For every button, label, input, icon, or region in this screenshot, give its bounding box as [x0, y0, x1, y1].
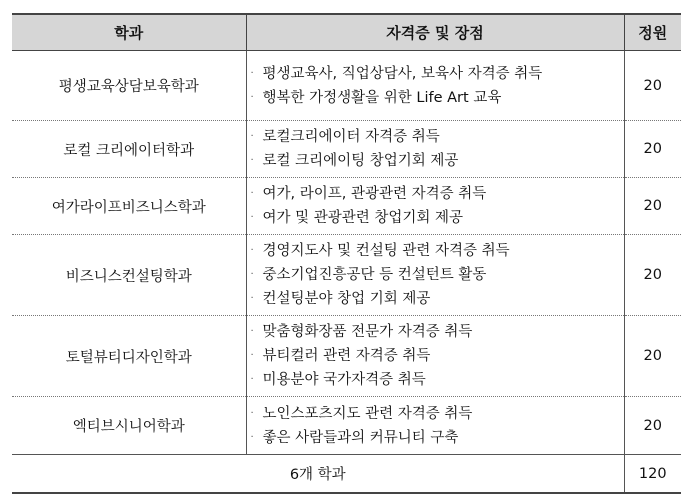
qualification-list — [246, 316, 624, 397]
qualification-text: 뷰티컬러 관련 자격증 취득 — [262, 348, 431, 364]
quota-value: 20 — [624, 121, 681, 178]
bullet-icon: · — [250, 293, 254, 304]
qualification-item — [251, 263, 624, 287]
qualification-list — [246, 397, 624, 455]
bullet-icon: · — [250, 374, 254, 385]
bullet-icon: · — [250, 431, 254, 443]
dept-name: 비즈니스컨설팅학과 — [12, 235, 246, 316]
department-table — [12, 13, 681, 494]
dept-name: 토털뷰티디자인학과 — [12, 316, 246, 397]
qualification-text: 미용분야 국가자격증 취득 — [262, 372, 426, 388]
qualification-text: 맞춤형화장품 전문가 자격증 취득 — [262, 324, 473, 340]
qualification-text: 여가 및 관광관련 창업기회 제공 — [262, 210, 464, 226]
qualification-item — [251, 206, 624, 230]
table-row — [12, 397, 681, 455]
bullet-icon: · — [250, 269, 254, 280]
qualification-item — [251, 368, 624, 392]
qualification-text: 중소기업진흥공단 등 컨설턴트 활동 — [262, 267, 487, 283]
qualification-text: 경영지도사 및 컨설팅 관련 자격증 취득 — [262, 243, 510, 259]
bullet-icon: · — [250, 91, 254, 103]
department-table-container — [12, 13, 681, 494]
table-row — [12, 316, 681, 397]
header-qualifications: 자격증 및 장점 — [246, 14, 624, 51]
quota-value: 20 — [624, 397, 681, 455]
qualification-item — [251, 426, 624, 450]
bullet-icon: · — [250, 245, 254, 256]
header-dept: 학과 — [12, 14, 246, 51]
qualification-text: 컨설팅분야 창업 기회 제공 — [262, 291, 431, 307]
dept-name: 로컬 크리에이터학과 — [12, 121, 246, 178]
bullet-icon: · — [250, 131, 254, 142]
table-row — [12, 121, 681, 178]
qualification-item — [251, 344, 624, 368]
qualification-text: 좋은 사람들과의 커뮤니티 구축 — [262, 429, 459, 446]
qualification-list — [246, 235, 624, 316]
bullet-icon: · — [250, 67, 254, 79]
table-row — [12, 51, 681, 121]
bullet-icon: · — [250, 350, 254, 361]
qualification-item — [251, 86, 624, 110]
table-header-row — [12, 14, 681, 51]
table-body — [12, 51, 681, 494]
qualification-item — [251, 287, 624, 311]
qualification-list — [246, 121, 624, 178]
bullet-icon: · — [250, 212, 254, 223]
qualification-text: 노인스포츠지도 관련 자격증 취득 — [262, 405, 473, 422]
total-quota: 120 — [624, 455, 681, 494]
qualification-item — [251, 182, 624, 206]
qualification-text: 행복한 가정생활을 위한 Life Art 교육 — [262, 89, 502, 106]
bullet-icon: · — [250, 155, 254, 166]
qualification-text: 로컬크리에이터 자격증 취득 — [262, 129, 440, 145]
header-quota: 정원 — [624, 14, 681, 51]
bullet-icon: · — [250, 407, 254, 419]
table-row — [12, 178, 681, 235]
qualification-item — [251, 125, 624, 149]
qualification-text: 로컬 크리에이팅 창업기회 제공 — [262, 153, 459, 169]
qualification-item — [251, 62, 624, 86]
qualification-text: 평생교육사, 직업상담사, 보육사 자격증 취득 — [262, 65, 543, 82]
quota-value: 20 — [624, 316, 681, 397]
qualification-list — [246, 178, 624, 235]
quota-value: 20 — [624, 235, 681, 316]
total-label: 6개 학과 — [12, 455, 624, 494]
total-row — [12, 455, 681, 494]
dept-name: 여가라이프비즈니스학과 — [12, 178, 246, 235]
dept-name: 엑티브시니어학과 — [12, 397, 246, 455]
qualification-item — [251, 149, 624, 173]
quota-value: 20 — [624, 178, 681, 235]
qualification-item — [251, 320, 624, 344]
qualification-list — [246, 51, 624, 121]
bullet-icon: · — [250, 188, 254, 199]
bullet-icon: · — [250, 326, 254, 337]
qualification-item — [251, 402, 624, 426]
dept-name: 평생교육상담보육학과 — [12, 51, 246, 121]
qualification-text: 여가, 라이프, 관광관련 자격증 취득 — [262, 186, 487, 202]
quota-value: 20 — [624, 51, 681, 121]
table-row — [12, 235, 681, 316]
qualification-item — [251, 239, 624, 263]
